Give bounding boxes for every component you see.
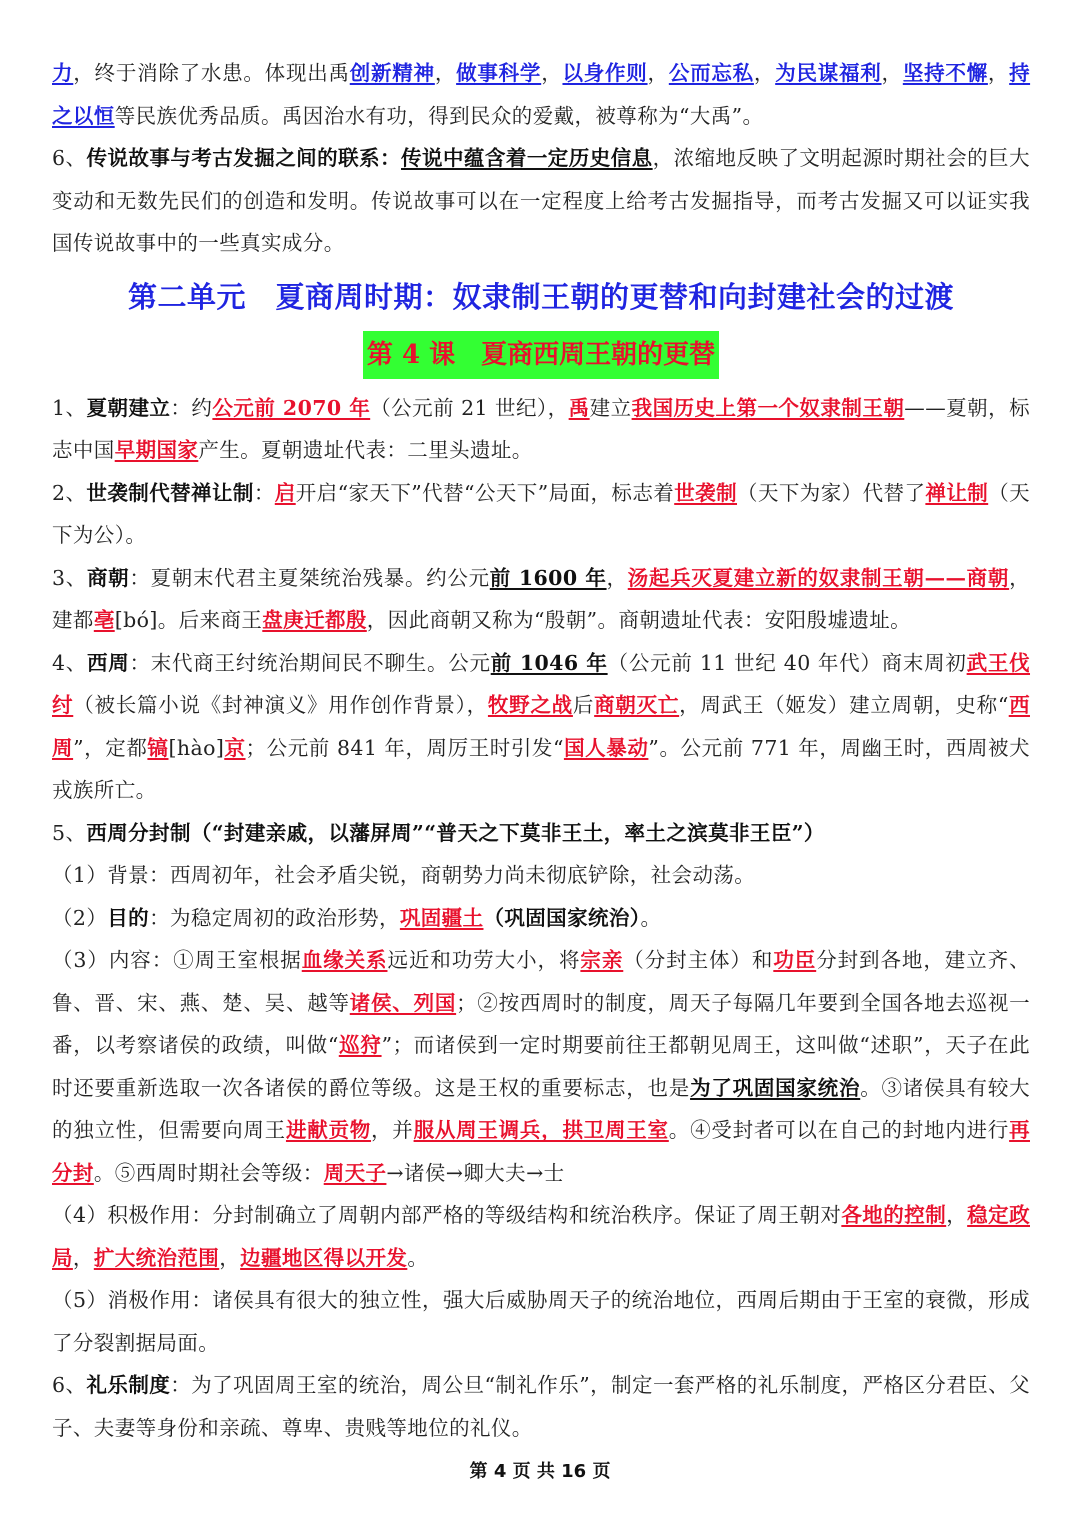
- text: ，: [541, 61, 563, 85]
- item-number: 6、: [52, 146, 87, 170]
- highlight-red: 血缘关系: [301, 948, 388, 972]
- item-heading: 世袭制代替禅让制: [86, 480, 254, 505]
- highlight-blue: 为民谋福利: [775, 61, 882, 85]
- highlight-red: 武王伐纣: [52, 650, 1031, 717]
- text: ，: [647, 61, 669, 85]
- item-heading: 西周分封制: [86, 820, 191, 845]
- item-heading: 夏朝建立: [86, 395, 171, 420]
- text: 开启“家天下”代替“公天下”局面，标志着: [295, 480, 675, 505]
- text: ，周武王（姬发）建立周朝，史称“: [679, 693, 1009, 717]
- paragraph-xia-founding: [52, 387, 1030, 472]
- text: （公元前 11 世纪 40 年代）商末周初: [607, 650, 967, 675]
- text: （天下为家）代替了: [737, 480, 926, 505]
- highlight-red: 启: [274, 480, 296, 505]
- text: ：为了巩固周王室的统治，周公旦“制礼作乐”，制定一套严格的礼乐制度，严格区分君臣、父子、夫妻等身份和亲疏、尊卑、贵贱等地位的礼仪。: [52, 1373, 1030, 1440]
- text: ，建都: [52, 565, 1030, 632]
- item-heading: 商朝: [86, 565, 130, 590]
- highlight-red: 商朝灭亡: [594, 693, 680, 717]
- text: 后: [572, 693, 595, 717]
- text: ，因此商朝又称为“殷朝”。商朝遗址代表：安阳殷墟遗址。: [366, 608, 912, 632]
- highlight-red: 再分封: [52, 1118, 1030, 1185]
- text: ：: [253, 480, 275, 505]
- highlight-red: 汤起兵灭夏建立新的奴隶制王朝——商朝: [627, 565, 1010, 590]
- text: （5）消极作用：诸侯具有很大的独立性，强大后威胁周天子的统治地位，西周后期由于王室的衰微，形成了分裂割据局面。: [52, 1288, 1030, 1355]
- text: 建立: [589, 395, 632, 420]
- lesson-title: 第 4 课 夏商西周王朝的更替: [363, 331, 719, 379]
- item-number: 6、: [52, 1373, 87, 1397]
- highlight-red: 禹: [568, 395, 590, 420]
- text: （2）: [52, 905, 108, 930]
- item-number: 3、: [52, 565, 87, 590]
- text: 远近和功劳大小，将: [387, 948, 581, 972]
- highlight-blue: 持之以恒: [52, 61, 1031, 128]
- paragraph-negative-effects: [52, 1279, 1030, 1364]
- text: ，: [946, 1203, 968, 1227]
- highlight-red: 镐: [147, 735, 169, 760]
- text: ；②按西周时的制度，周天子每隔几年要到全国各地去巡视一番，以考察诸侯的政绩，叫做“: [52, 990, 1030, 1057]
- underlined-text: 为了巩固国家统治: [690, 1075, 861, 1100]
- text: ，: [72, 1245, 94, 1270]
- paragraph-fief-system: [52, 812, 1030, 855]
- highlight-red: 宗亲: [580, 948, 624, 972]
- text: （分封主体）和: [623, 948, 774, 972]
- text: 。④受封者可以在自己的封地内进行: [668, 1118, 1010, 1142]
- text: 。: [407, 1245, 429, 1270]
- text: [bó]。后来商王: [114, 608, 263, 632]
- text: ，浓缩地反映了文明起源时期社会的巨大变动和无数先民们的创造和发明。传说故事可以在一定程度上给考古发掘指导，而考古发掘又可以证实我国传说故事中的一些真实成分。: [52, 146, 1031, 255]
- highlight-blue: 力: [52, 61, 74, 85]
- highlight-red: 扩大统治范围: [93, 1245, 220, 1270]
- highlight-red: 巡狩: [338, 1033, 382, 1057]
- paragraph-rites-music: [52, 1364, 1030, 1449]
- item-number: 2、: [52, 480, 87, 505]
- text: ”，定都: [73, 735, 148, 760]
- highlight-red: 巩固疆土: [399, 905, 484, 930]
- text: →诸侯→卿大夫→士: [386, 1160, 565, 1185]
- highlight-red: 我国历史上第一个奴隶制王朝: [631, 395, 905, 420]
- highlight-red: 早期国家: [114, 438, 199, 462]
- text: 。③诸侯具有较大的独立性，但需要向周王: [52, 1075, 1030, 1142]
- text: （公元前 21 世纪），: [370, 395, 569, 420]
- text: ，并: [371, 1118, 414, 1142]
- highlight-red: 稳定政局: [52, 1203, 1030, 1270]
- text: ：夏朝末代君主夏桀统治残暴。约公元: [129, 565, 490, 590]
- highlight-red: 诸侯、列国: [349, 990, 457, 1015]
- text: 等民族优秀品质。禹因治水有功，得到民众的爱戴，被尊称为“大禹”。: [114, 103, 764, 128]
- paragraph-hereditary-system: [52, 472, 1030, 557]
- paragraph-purpose: [52, 897, 1030, 940]
- text: 分封到各地，建立齐、鲁、晋、宋、燕、楚、吴、越等: [52, 948, 1030, 1015]
- bold-text: （巩固国家统治）: [483, 905, 641, 930]
- highlight-blue: 公而忘私: [668, 61, 754, 85]
- text: （3）内容：①周王室根据: [52, 948, 302, 972]
- text: （1）背景：西周初年，社会矛盾尖锐，商朝势力尚未彻底铲除，社会动荡。: [52, 863, 756, 887]
- text: ，终于消除了水患。体现出禹: [73, 61, 350, 85]
- underlined-text: 前 1600 年: [489, 565, 607, 590]
- text: 。⑤西周时期社会等级：: [93, 1160, 324, 1185]
- highlight-red: 世袭制: [674, 480, 738, 505]
- text: 。: [640, 905, 662, 930]
- highlight-red: 功臣: [773, 948, 817, 972]
- text: ：为稳定周初的政治形势，: [149, 905, 400, 930]
- item-heading: 西周: [87, 650, 130, 675]
- unit-title: 第二单元 夏商周时期：奴隶制王朝的更替和向封建社会的过渡: [127, 279, 954, 314]
- item-number: 5、: [52, 820, 87, 845]
- lesson-title-wrapper: [52, 331, 1030, 379]
- text: ，: [219, 1245, 241, 1270]
- highlight-red: 服从周王调兵，拱卫周王室: [413, 1118, 669, 1142]
- highlight-red: 公元前 2070 年: [212, 395, 371, 420]
- highlight-blue: 以身作则: [562, 61, 648, 85]
- text: ，: [606, 565, 628, 590]
- text: ：末代商王纣统治期间民不聊生。公元: [129, 650, 491, 675]
- text: ——夏朝，标志中国: [52, 395, 1031, 462]
- underlined-text: 前 1046 年: [490, 650, 608, 675]
- text: ，: [753, 61, 776, 85]
- item-heading: 传说故事与考古发掘之间的联系：: [86, 146, 402, 170]
- page-content: [52, 52, 1030, 1449]
- highlight-red: 西周: [52, 693, 1030, 760]
- highlight-red: 牧野之战: [487, 693, 573, 717]
- text: ”。公元前 771 年，周幽王时，西周被犬戎族所亡。: [52, 735, 1031, 802]
- highlight-red: 京: [224, 735, 246, 760]
- text: ：约: [170, 395, 213, 420]
- paragraph-positive-effects: [52, 1194, 1030, 1279]
- text: 产生。夏朝遗址代表：二里头遗址。: [198, 438, 533, 462]
- highlight-red: 进献贡物: [285, 1118, 372, 1142]
- paragraph-yu-virtues: [52, 52, 1030, 137]
- item-heading: 目的: [107, 905, 150, 930]
- underlined-text: 传说中蕴含着一定历史信息: [401, 146, 653, 170]
- text: （天下为公）。: [52, 480, 1031, 547]
- highlight-blue: 创新精神: [349, 61, 435, 85]
- text: ”；而诸侯到一定时期要前往王都朝见周王，这叫做“述职”，天子在此时还要重新选取一次各诸侯的爵位等级。这是王权的重要标志，也是: [52, 1033, 1030, 1100]
- highlight-red: 盘庚迁都殷: [262, 608, 367, 632]
- paragraph-legend-archaeology: [52, 137, 1030, 265]
- highlight-red: 禅让制: [925, 480, 989, 505]
- text: ，: [881, 61, 903, 85]
- highlight-blue: 做事科学: [456, 61, 542, 85]
- item-subheading: （“封建亲戚，以藩屏周”“普天之下莫非王土，率土之滨莫非王臣”）: [190, 820, 825, 845]
- highlight-red: 周天子: [323, 1160, 387, 1185]
- text: （被长篇小说《封神演义》用作创作背景），: [73, 693, 488, 717]
- paragraph-background: [52, 854, 1030, 897]
- item-number: 4、: [52, 650, 88, 675]
- text: ；公元前 841 年，周厉王时引发“: [245, 735, 564, 760]
- paragraph-content: [52, 939, 1030, 1194]
- highlight-red: 国人暴动: [563, 735, 649, 760]
- paragraph-western-zhou: [52, 642, 1030, 812]
- paragraph-shang-dynasty: [52, 557, 1030, 642]
- item-number: 1、: [52, 395, 87, 420]
- text: （4）积极作用：分封制确立了周朝内部严格的等级结构和统治秩序。保证了周王朝对: [52, 1203, 842, 1227]
- highlight-red: 各地的控制: [841, 1203, 947, 1227]
- highlight-red: 边疆地区得以开发: [240, 1245, 408, 1270]
- item-heading: 礼乐制度: [86, 1373, 171, 1397]
- text: ，: [434, 61, 457, 85]
- highlight-red: 亳: [93, 608, 115, 632]
- highlight-blue: 坚持不懈: [902, 61, 988, 85]
- text: ，: [987, 61, 1010, 85]
- page-footer: 第 4 页 共 16 页: [469, 1461, 611, 1482]
- text: [hào]: [168, 735, 225, 760]
